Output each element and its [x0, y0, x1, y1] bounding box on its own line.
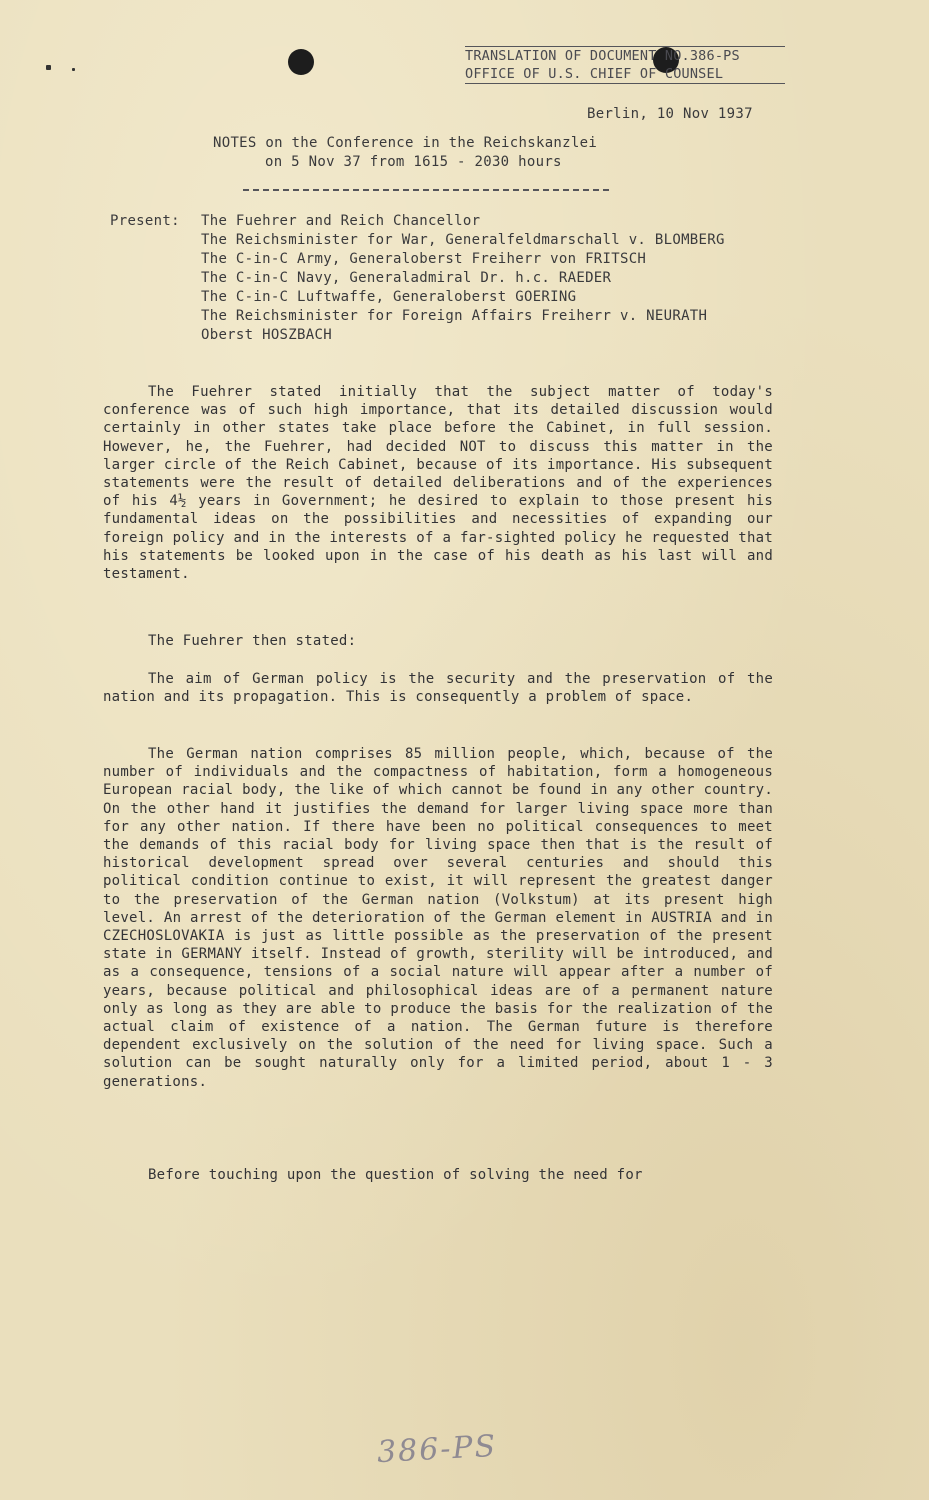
paragraph-text: The aim of German policy is the security and the preservation of the nation and its propagation. This is consequently a problem of space. — [103, 671, 773, 706]
title-divider — [243, 189, 609, 191]
attendee: The C-in-C Army, Generaloberst Freiherr von FRITSCH — [201, 251, 647, 267]
attendee: The Fuehrer and Reich Chancellor — [201, 213, 481, 229]
attendees-list — [201, 212, 801, 345]
paragraph-german-nation — [103, 745, 773, 1091]
paragraph-continued — [103, 1166, 773, 1184]
paragraph-fuehrer-stated — [103, 632, 773, 650]
document-title — [213, 134, 653, 172]
attendee: The C-in-C Luftwaffe, Generaloberst GOERING — [201, 289, 577, 305]
attendee: The Reichsminister for War, Generalfeldmarschall v. BLOMBERG — [201, 232, 725, 248]
header-line-1: TRANSLATION OF DOCUMENT NO.386-PS — [465, 46, 785, 65]
header-line-2: OFFICE OF U.S. CHIEF OF COUNSEL — [465, 65, 785, 84]
handwritten-document-number: 386-PS — [376, 1428, 498, 1471]
paper-mark — [72, 68, 75, 71]
document-header-stamp — [465, 46, 785, 84]
punch-hole-left — [288, 49, 314, 75]
paragraph-text: The Fuehrer then stated: — [148, 633, 357, 649]
paragraph-opening — [103, 383, 773, 583]
title-line-2: on 5 Nov 37 from 1615 - 2030 hours — [265, 154, 562, 170]
present-label: Present: — [110, 213, 180, 229]
paragraph-text: The German nation comprises 85 million people, which, because of the number of individuals and the compactness of habitation, form a homogeneous European racial body, the like of which cannot be found in any other country. On the other hand it justifies the demand for larger living space more than for any other nation. If there have been no political consequences to meet the demands of this racial body for living space then that is the result of historical development spread over several centuries and should this political condition continue to exist, it will represent the greatest danger to the preservation of the German nation (Volkstum) at its present high level. An arrest of the deterioration of the German element in AUSTRIA and in CZECHOSLOVAKIA is just as little possible as the preservation of the present state in GERMANY itself. Instead of growth, sterility will be introduced, and as a consequence, tensions of a social nature will appear after a number of years, because political and philosophical ideas are of a permanent nature only as long as they are able to produce the basis for the realization of the actual claim of existence of a nation. The German future is therefore dependent exclusively on the solution of the need for living space. Such a solution can be sought naturally only for a limited period, about 1 - 3 generations. — [103, 746, 773, 1090]
dateline: Berlin, 10 Nov 1937 — [587, 106, 753, 122]
paper-mark — [46, 65, 51, 70]
attendee: The Reichsminister for Foreign Affairs Freiherr v. NEURATH — [201, 308, 708, 324]
attendee: The C-in-C Navy, Generaladmiral Dr. h.c. RAEDER — [201, 270, 612, 286]
paragraph-text: Before touching upon the question of solving the need for — [148, 1167, 643, 1183]
paragraph-aim — [103, 670, 773, 706]
title-line-1: NOTES on the Conference in the Reichskanzlei — [213, 135, 598, 151]
paragraph-text: The Fuehrer stated initially that the subject matter of today's conference was of such high importance, that its detailed discussion would certainly in other states take place before the Cabinet, in full session. However, he, the Fuehrer, had decided NOT to discuss this matter in the larger circle of the Reich Cabinet, because of its importance. His subsequent statements were the result of detailed deliberations and of the experiences of his 4½ years in Government; he desired to explain to those present his fundamental ideas on the possibilities and necessities of expanding our foreign policy and in the interests of a far-sighted policy he requested that his statements be looked upon in the case of his death as his last will and testament. — [103, 384, 773, 583]
attendee: Oberst HOSZBACH — [201, 327, 332, 343]
